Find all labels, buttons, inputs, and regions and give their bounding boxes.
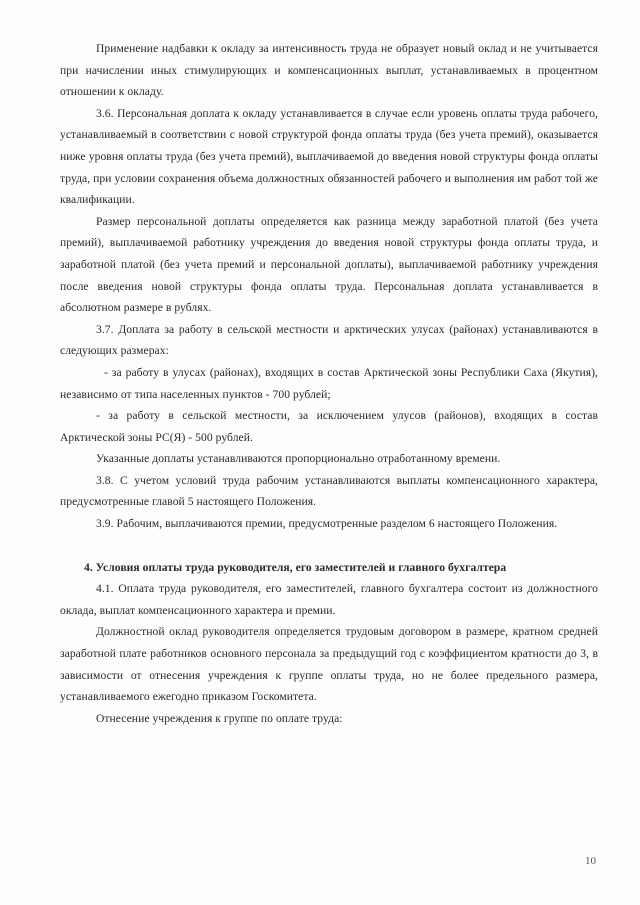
page-number: 10 [585, 855, 596, 867]
paragraph-3-7: 3.7. Доплата за работу в сельской местности и арктических улусах (районах) устанавливаются в следующих размерах: [60, 322, 598, 358]
paragraph-personal-bonus-size: Размер персональной доплаты определяется как разница между заработной платой (без учета премий), выплачиваемой работнику учреждения до введения новой структуры фонда оплаты труда, и заработной платой (без учета премий и персональной доплаты), выплачиваемой работнику учреждения после введения новой структуры фонда оплаты труда. Персональная доплата устанавливается в абсолютном размере в рублях. [60, 214, 598, 315]
paragraph-3-9: 3.9. Рабочим, выплачиваются премии, предусмотренные разделом 6 настоящего Положения. [96, 517, 558, 531]
section-heading-4: 4. Условия оплаты труда руководителя, его заместителей и главного бухгалтера [84, 560, 507, 574]
paragraph-4-1: 4.1. Оплата труда руководителя, его заместителей, главного бухгалтера состоит из должностного оклада, выплат компенсационного характера и премии. [60, 582, 598, 617]
paragraph-pay-group: Отнесение учреждения к группе по оплате труда: [96, 711, 343, 725]
list-item-rural-area: - за работу в сельской местности, за исключением улусов (районов), входящих в состав Арктической зоны РС(Я) - 500 рублей. [60, 409, 598, 444]
document-body [60, 38, 598, 729]
paragraph-head-salary: Должностной оклад руководителя определяется трудовым договором в размере, кратном средней заработной плате работников основного персонала за предыдущий год с коэффициентом кратности до 3, в зависимости от отнесения учреждения к группе оплаты труда, но не более предельного размера, устанавливаемого ежегодно приказом Госкомитета. [60, 625, 598, 704]
paragraph-proportional-payments: Указанные доплаты устанавливаются пропорционально отработанному времени. [96, 452, 501, 466]
paragraph-3-6: 3.6. Персональная доплата к окладу устанавливается в случае если уровень оплаты труда рабочего, устанавливаемый в соответствии с новой структурой фонда оплаты труда (без учета премий), оказывается ниже уровня оплаты труда (без учета премий), выплачиваемой до введения новой структуры фонда оплаты труда, при условии сохранения объема должностных обязанностей рабочего и выполнения им работ той же квалификации. [60, 106, 598, 207]
paragraph-intensity-bonus: Применение надбавки к окладу за интенсивность труда не образует новый оклад и не учитывается при начислении иных стимулирующих и компенсационных выплат, устанавливаемых в процентном отношении к окладу. [60, 42, 598, 99]
list-item-arctic-zone: - за работу в улусах (районах), входящих в состав Арктической зоны Республики Саха (Якутия), независимо от типа населенных пунктов - 700 рублей; [60, 365, 598, 401]
paragraph-3-8: 3.8. С учетом условий труда рабочим устанавливаются выплаты компенсационного характера, предусмотренные главой 5 настоящего Положения. [60, 473, 598, 509]
